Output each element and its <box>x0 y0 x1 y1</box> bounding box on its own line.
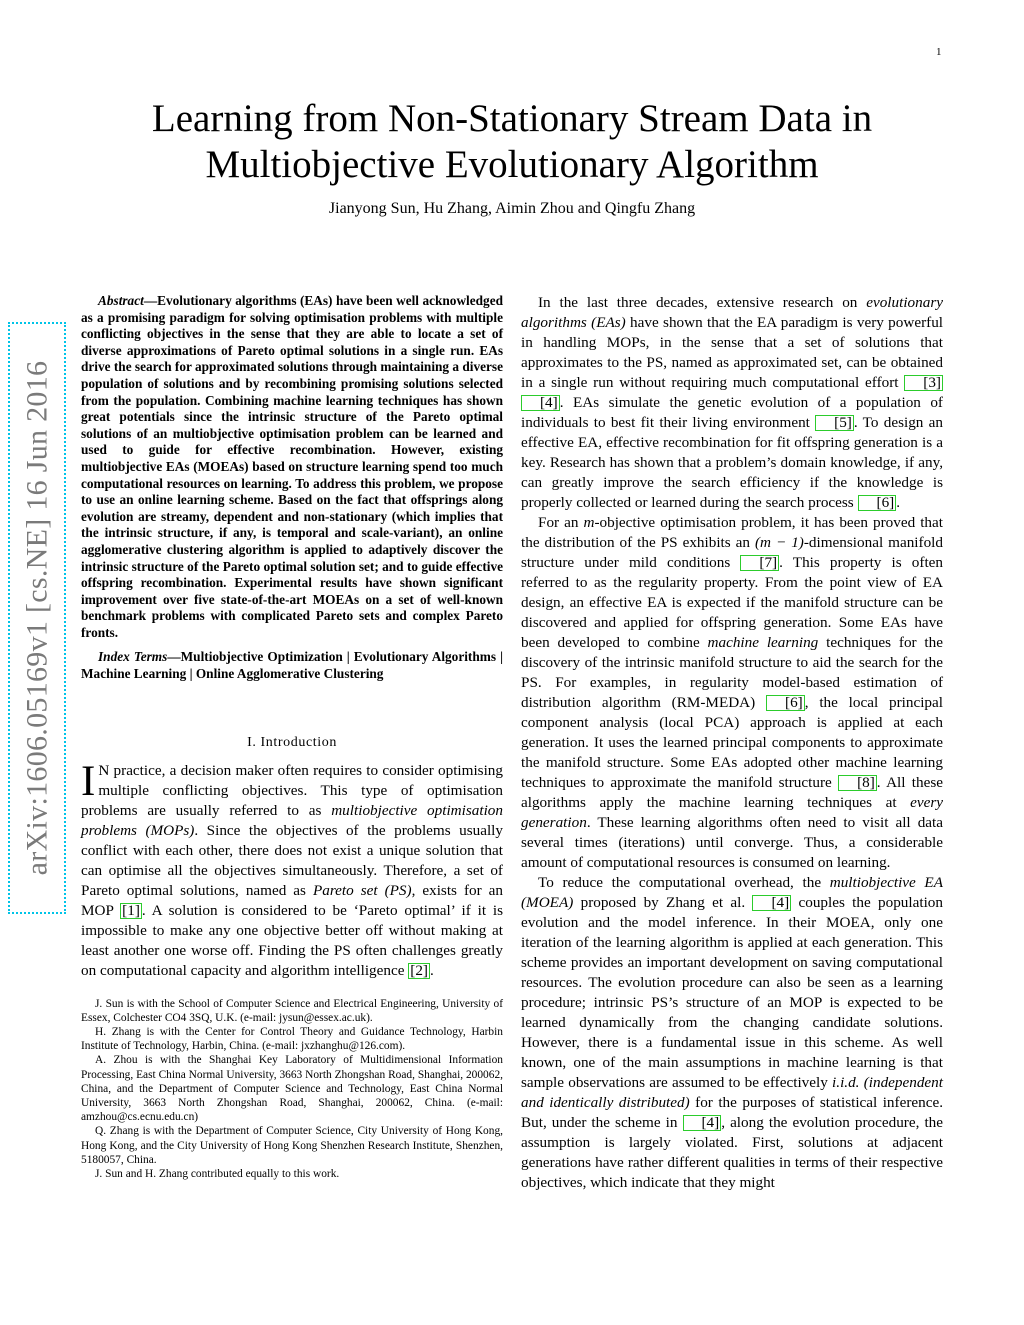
abstract <box>81 293 503 641</box>
citation-link[interactable]: [5] <box>815 415 854 431</box>
text-run: For an <box>538 514 584 531</box>
text-run: , exists for an MOP <box>81 881 503 919</box>
math-symbol: m <box>583 514 595 531</box>
math-expression: (m − 1) <box>754 534 804 551</box>
citation-link[interactable]: [3] <box>904 375 943 391</box>
citation-link[interactable]: [4] <box>683 1115 722 1131</box>
arxiv-stamp <box>8 322 66 914</box>
abstract-label: Abstract <box>98 293 144 308</box>
emphasis: every generation <box>521 794 943 831</box>
citation-link[interactable]: [4] <box>521 395 560 411</box>
paper-title: Learning from Non-Stationary Stream Data in Multiobjective Evolutionary Algorithm <box>151 97 873 186</box>
text-run: for the purposes of statistical inference. But, under the scheme in <box>521 1094 943 1131</box>
page-number: 1 <box>936 46 942 58</box>
footnote: A. Zhou is with the Shanghai Key Laboratory of Multidimensional Information Processing, East China Normal University, 3663 North Zhongshan Road, Shanghai, 200062, China, and the Department of Computer Science and Technology, East China Normal University, 3663 North Zhongshan Road, Shanghai, 200062, China. (e-mail: amzhou@cs.ecnu.edu.cn) <box>81 1054 503 1124</box>
drop-cap: I <box>81 757 96 805</box>
text-run: N practice, a decision maker often requires to consider optimising multiple conflicting objectives. This type of optimisation problems are usually referred to as <box>81 761 503 819</box>
footnote: J. Sun and H. Zhang contributed equally to this work. <box>95 1168 340 1181</box>
index-terms-label: Index Terms <box>98 649 168 665</box>
text-run: techniques for the discovery of the intrinsic manifold structure to aid the search for the PS. For examples, in regularity model-based estimation of distribution algorithm (RM-MEDA) <box>521 634 943 711</box>
index-terms-text: —Multiobjective Optimization | Evolutionary Algorithms | Machine Learning | Online Agglomerative Clustering <box>81 649 503 682</box>
text-run: . EAs simulate the genetic evolution of a population of individuals to best fit their living environment <box>521 394 943 431</box>
citation-link[interactable]: [2] <box>410 961 428 979</box>
citation-link[interactable]: [8] <box>838 775 877 791</box>
emphasis: multiobjective optimisation problems (MOPs) <box>81 801 503 839</box>
text-run: , the local principal component analysis (local PCA) approach is applied at each generation. It uses the learned principal components to approximate the manifold structure. Some EAs adopted other machine learning techniques to approximate the manifold structure <box>521 694 943 791</box>
index-terms <box>81 649 503 682</box>
citation-link[interactable]: [6] <box>766 695 805 711</box>
intro-paragraph-4 <box>521 873 943 1193</box>
author-list: Jianyong Sun, Hu Zhang, Aimin Zhou and Qingfu Zhang <box>328 200 696 217</box>
citation-link[interactable]: [1] <box>122 901 140 919</box>
section-heading-introduction <box>81 735 503 751</box>
text-run: -dimensional manifold structure under mild conditions <box>521 534 943 571</box>
abstract-text: —Evolutionary algorithms (EAs) have been well acknowledged as a promising paradigm for solving optimisation problems with multiple conflicting objectives in the sense that they are able to locate a set of diverse approximations of Pareto optimal solutions in a single run. EAs drive the search for approximated solutions through maintaining a diverse population of solutions and by recombining promising solutions selected from the population. Combining machine learning techniques has shown great potentials since the intrinsic structure of the Pareto optimal solutions of an multiobjective optimisation problem can be learned and used to guide for effective recombination. However, existing multiobjective EAs (MOEAs) based on structure learning spend too much computational resources on learning. To address this problem, we propose to use an online learning scheme. Based on the fact that offsprings along evolution are streamy, dependent and non-stationary (which implies that the intrinsic structure, if any, is temporal and scale-variant), an online agglomerative clustering algorithm is applied to adaptively discover the intrinsic structure of the Pareto optimal solution set; and to guide effective offspring recombination. Experimental results have shown significant improvement over five state-of-the-art MOEAs on a set of well-known benchmark problems with complicated Pareto sets and complex Pareto fronts. <box>81 293 503 640</box>
text-run: couples the population evolution and the model inference. In their MOEA, only one iteration of the learning algorithm is applied at each generation. This scheme provides an important development on saving computational resources. The evolution procedure can also be seen as a learning procedure; intrinsic PS’s structure of an MOP is expected to be learned dynamically from the changing candidate solutions. However, there is a fundamental issue in this scheme. As well known, one of the main assumptions in machine learning is that sample observations are assumed to be effectively <box>521 894 943 1091</box>
emphasis: machine learning <box>707 634 819 651</box>
right-column <box>521 293 943 1193</box>
text-run: -objective optimisation problem, it has been proved that the distribution of the PS exhibits an <box>521 514 943 551</box>
text-run: . This property is often referred to as the regularity property. From the point view of EA design, an effective EA is expected if the manifold structure can be discovered and applied for offspring generation. Some EAs have been developed to combine <box>521 554 943 651</box>
text-run: . <box>429 961 434 979</box>
intro-paragraph-1 <box>81 757 503 981</box>
text-run: have shown that the EA paradigm is very powerful in handling MOPs, in the sense that a set of solutions that approximates to the PS, named as approximated set, can be obtained in a single run without requiring much computational effort <box>521 314 944 391</box>
text-run: In the last three decades, extensive research on <box>538 294 867 311</box>
text-run: . Since the objectives of the problems usually conflict with each other, there does not exist a unique solution that can optimise all the objectives simultaneously. Therefore, a set of Pareto optimal solutions, named as <box>81 821 503 899</box>
text-run: . These learning algorithms often need to visit all data several times (iterations) until converge. Thus, a considerable amount of computational resources is consumed on learning. <box>521 814 943 871</box>
emphasis: Pareto set (PS) <box>312 881 412 899</box>
citation-link[interactable]: [6] <box>858 495 897 511</box>
arxiv-id: arXiv:1606.05169v1 [cs.NE] 16 Jun 2016 <box>20 360 53 876</box>
emphasis: i.i.d. (independent and identically distributed) <box>521 1074 943 1111</box>
footnote: J. Sun is with the School of Computer Science and Electrical Engineering, University of Essex, Colchester CO4 3SQ, U.K. (e-mail: jysun@essex.ac.uk). <box>81 997 503 1024</box>
intro-paragraph-3 <box>521 513 943 873</box>
text-run: . To design an effective EA, effective recombination for fit offspring generation is a key. Research has shown that a problem’s domain knowledge, if any, can greatly improve the search efficiency if the knowledge is properly collected or learned during the search process <box>521 414 943 511</box>
footnote: H. Zhang is with the Center for Control Theory and Guidance Technology, Harbin Institute of Technology, Harbin, China. (e-mail: jxzhanghu@126.com). <box>81 1026 503 1053</box>
emphasis: evolutionary algorithms (EAs) <box>521 294 943 331</box>
footnote: Q. Zhang is with the Department of Computer Science, City University of Hong Kong, Hong Kong, and the City University of Hong Kong Shenzhen Research Institute, Shenzhen, 5180057, China. <box>81 1125 503 1166</box>
text-run: . All these algorithms apply the machine learning techniques at <box>521 774 943 811</box>
emphasis: multiobjective EA (MOEA) <box>521 874 943 911</box>
citation-link[interactable]: [7] <box>740 555 779 571</box>
text-run: . <box>896 494 901 511</box>
author-footnotes <box>81 997 503 1182</box>
section-heading-text: I. Introduction <box>247 734 337 750</box>
text-run: , along the evolution procedure, the assumption is largely violated. First, solutions at adjacent generations have rather different qualities in terms of their respective objectives, which indicate that they might <box>521 1114 944 1191</box>
text-run: proposed by Zhang et al. <box>573 894 753 911</box>
citation-link[interactable]: [4] <box>752 895 791 911</box>
intro-paragraph-2 <box>521 293 943 513</box>
left-column <box>81 293 503 1181</box>
text-run: To reduce the computational overhead, the <box>538 874 830 891</box>
text-run: . A solution is considered to be ‘Pareto optimal’ if it is impossible to make any one objective better off without making at least another one worse off. Finding the PS often challenges greatly on computational capacity and algorithm intelligence <box>81 901 503 979</box>
